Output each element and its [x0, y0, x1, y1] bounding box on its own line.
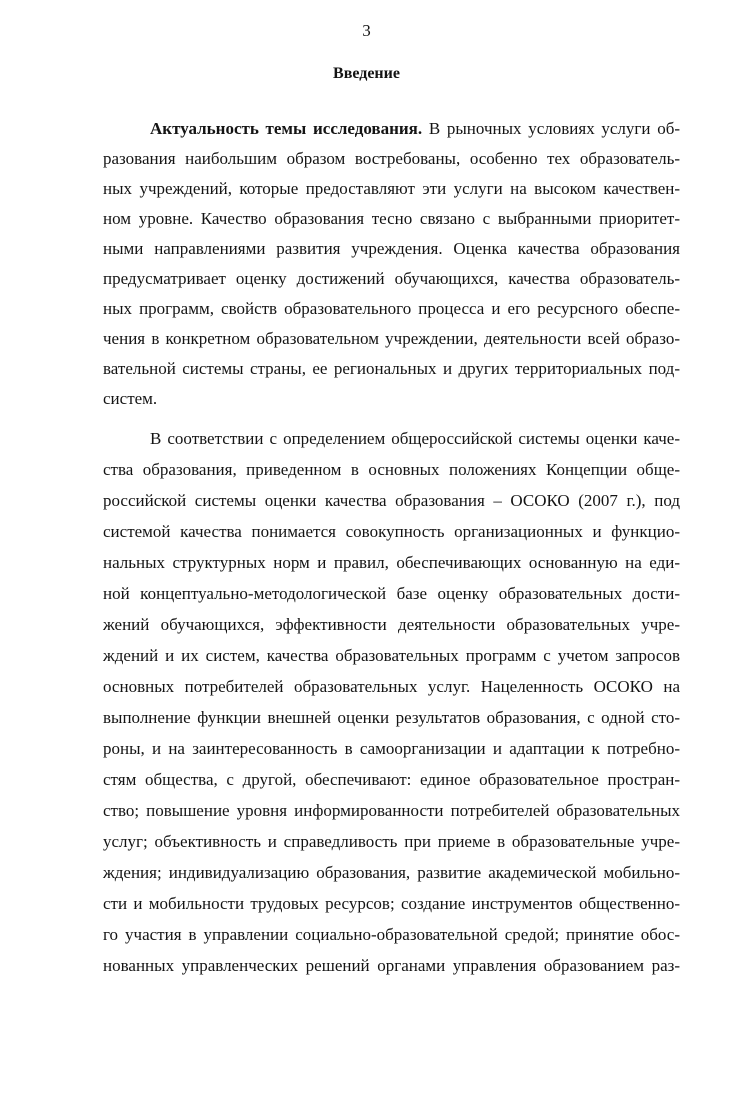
paragraph-2-line-10: выполнение функции внешней оценки результатов образования, с одной сто-: [103, 708, 680, 727]
paragraph-1-line-4: ном уровне. Качество образования тесно связано с выбранными приоритет-: [103, 209, 680, 228]
paragraph-2-line-11: роны, и на заинтересованность в самоорганизации и адаптации к потребно-: [103, 739, 680, 758]
paragraph-2-line-7: жений обучающихся, эффективности деятельности образовательных учре-: [103, 615, 680, 634]
paragraph-2-line-18: нованных управленческих решений органами управления образованием раз-: [103, 956, 680, 975]
paragraph-2-line-13: ство; повышение уровня информированности потребителей образовательных: [103, 801, 680, 820]
paragraph-1-line-7: ных программ, свойств образовательного процесса и его ресурсного обеспе-: [103, 299, 680, 318]
paragraph-2-line-14: услуг; объективность и справедливость при приеме в образовательные учре-: [103, 832, 680, 851]
paragraph-1-line-10: систем.: [103, 389, 158, 408]
section-heading: Введение: [333, 65, 400, 82]
paragraph-1-line-2: разования наибольшим образом востребованы, особенно тех образователь-: [103, 149, 680, 168]
bold-lead-phrase: Актуальность темы исследования.: [150, 119, 423, 138]
paragraph-2-line-6: ной концептуально-методологической базе оценку образовательных дости-: [103, 584, 680, 603]
paragraph-1-line-1: [150, 115, 680, 143]
paragraph-2-line-16: сти и мобильности трудовых ресурсов; создание инструментов общественно-: [103, 894, 680, 913]
paragraph-1-line-9: вательной системы страны, ее региональных и других территориальных под-: [103, 359, 680, 378]
paragraph-1-line-5: ными направлениями развития учреждения. Оценка качества образования: [103, 239, 680, 258]
paragraph-2-line-2: ства образования, приведенном в основных положениях Концепции обще-: [103, 460, 680, 479]
paragraph-2-line-17: го участия в управлении социально-образовательной средой; принятие обос-: [103, 925, 680, 944]
paragraph-1-line-8: чения в конкретном образовательном учреждении, деятельности всей образо-: [103, 329, 680, 348]
page-number: 3: [362, 21, 371, 40]
paragraph-text: В рыночных условиях услуги об-: [422, 119, 680, 138]
paragraph-1-line-6: предусматривает оценку достижений обучающихся, качества образователь-: [103, 269, 680, 288]
paragraph-2-line-1: В соответствии с определением общероссийской системы оценки каче-: [150, 429, 680, 448]
paragraph-2-line-3: российской системы оценки качества образования – ОСОКО (2007 г.), под: [103, 491, 680, 510]
paragraph-1-line-3: ных учреждений, которые предоставляют эти услуги на высоком качествен-: [103, 179, 680, 198]
paragraph-2-line-5: нальных структурных норм и правил, обеспечивающих основанную на еди-: [103, 553, 680, 572]
paragraph-2-line-12: стям общества, с другой, обеспечивают: единое образовательное простран-: [103, 770, 680, 789]
paragraph-2-line-4: системой качества понимается совокупность организационных и функцио-: [103, 522, 680, 541]
paragraph-2-line-8: ждений и их систем, качества образовательных программ с учетом запросов: [103, 646, 680, 665]
paragraph-2-line-9: основных потребителей образовательных услуг. Нацеленность ОСОКО на: [103, 677, 680, 696]
paragraph-2-line-15: ждения; индивидуализацию образования, развитие академической мобильно-: [103, 863, 680, 882]
